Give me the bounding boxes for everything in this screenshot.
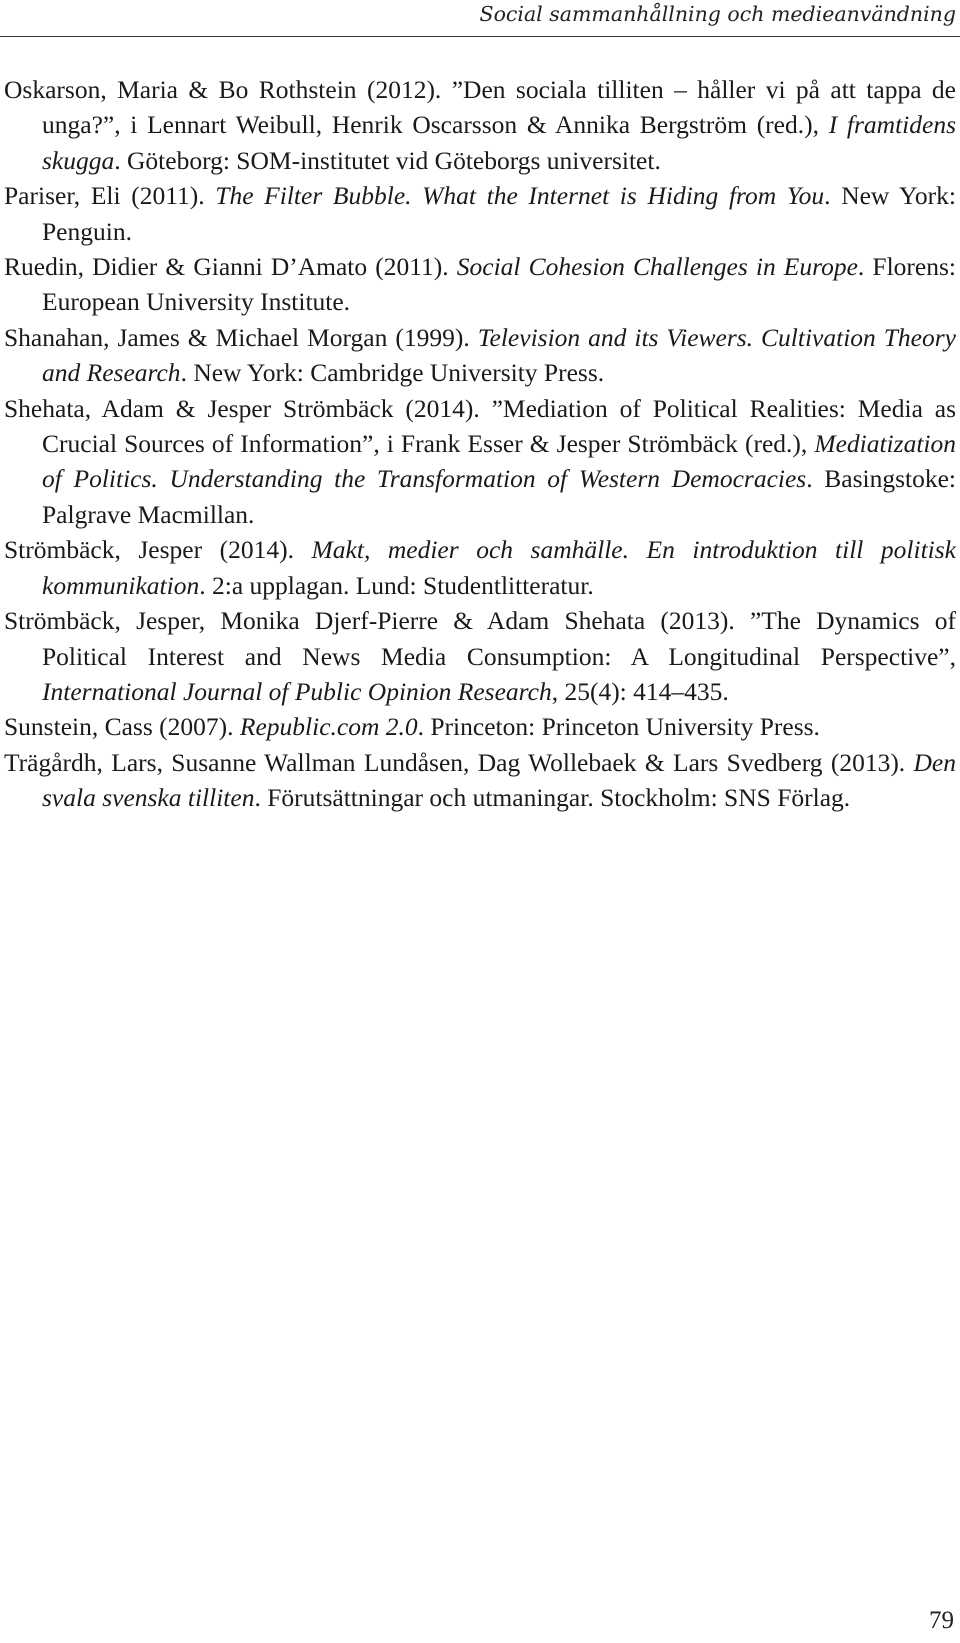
reference-shanahan: Shanahan, James & Michael Morgan (1999). Television and its Viewers. Cultivation Theory and Research. New York: Cambridge University Press. [4, 322, 956, 388]
reference-sunstein: Sunstein, Cass (2007). Republic.com 2.0. Princeton: Princeton University Press. [4, 712, 820, 742]
reference-oskarson: Oskarson, Maria & Bo Rothstein (2012). ”Den sociala tilliten – håller vi på att tappa de unga?”, i Lennart Weibull, Henrik Oscarsson & Annika Bergström (red.), I framtidens skugga. Göteborg: SOM-institutet vid Göteborgs universitet. [4, 75, 956, 175]
reference-ruedin: Ruedin, Didier & Gianni D’Amato (2011). Social Cohesion Challenges in Europe. Florens: European University Institute. [4, 252, 956, 317]
reference-list [4, 72, 956, 816]
running-head: Social sammanhållning och medieanvändning [479, 2, 956, 26]
reference-shehata: Shehata, Adam & Jesper Strömbäck (2014). ”Mediation of Political Realities: Media as Crucial Sources of Information”, i Frank Esser & Jesper Strömbäck (red.), Mediatization of Politics. Understanding the Transformation of Western Democracies. Basingstoke: Palgrave Macmillan. [4, 393, 957, 529]
reference-tragardh: Trägårdh, Lars, Susanne Wallman Lundåsen, Dag Wollebaek & Lars Svedberg (2013). Den svala svenska tilliten. Förutsättningar och utmaningar. Stockholm: SNS Förlag. [4, 747, 956, 813]
page-number: 79 [929, 1607, 954, 1634]
reference-stromback-2014: Strömbäck, Jesper (2014). Makt, medier och samhälle. En introduktion till politisk kommunikation. 2:a upplagan. Lund: Studentlitteratur. [4, 535, 956, 600]
reference-stromback-2013: Strömbäck, Jesper, Monika Djerf-Pierre & Adam Shehata (2013). ”The Dynamics of Political Interest and News Media Consumption: A Longitudinal Perspective”, International Journal of Public Opinion Research, 25(4): 414–435. [4, 606, 956, 706]
reference-pariser: Pariser, Eli (2011). The Filter Bubble. What the Internet is Hiding from You. New York: Penguin. [4, 181, 956, 246]
header-rule [0, 36, 960, 37]
